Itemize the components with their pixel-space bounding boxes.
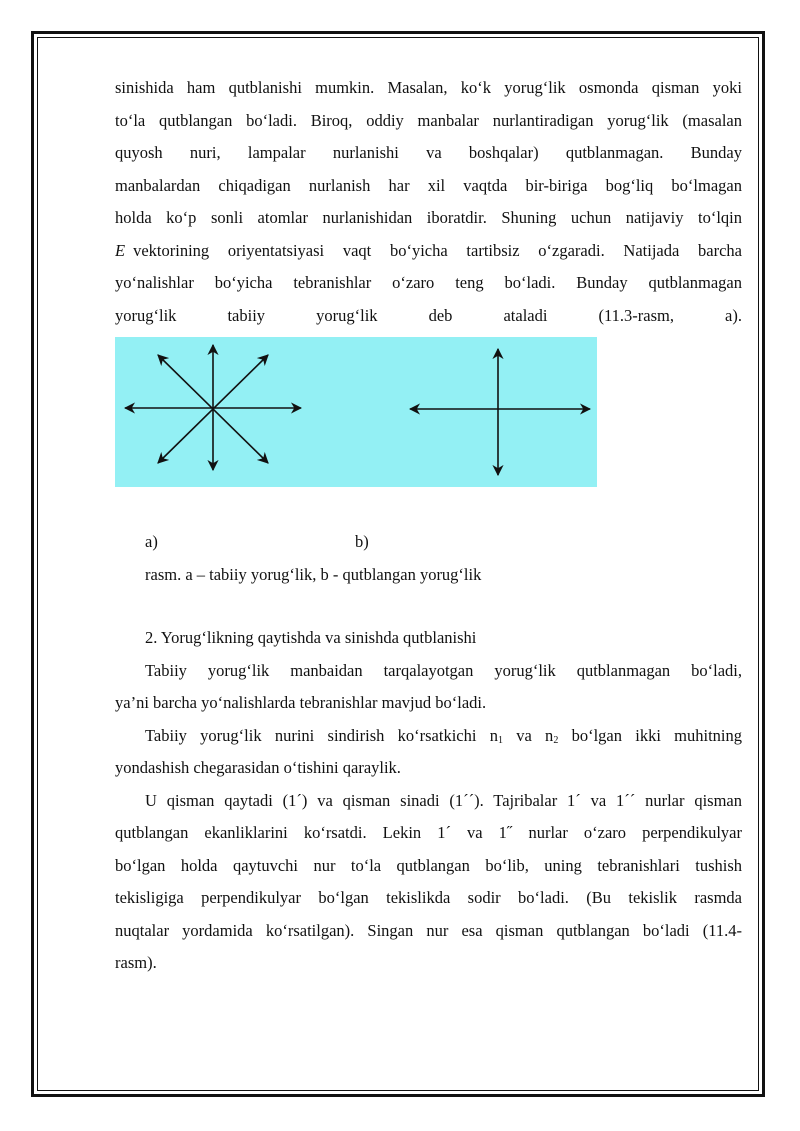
subscript: 1	[497, 734, 503, 746]
text-line: holda ko‘p sonli atomlar nurlanishidan iboratdir. Shuning uchun natijaviy to‘lqin	[115, 208, 742, 227]
text-line: qutblangan ekanliklarini ko‘rsatdi. Lekin 1´ va 1˝ nurlar o‘zaro perpendikulyar	[115, 823, 742, 842]
text-line: rasm).	[115, 953, 157, 972]
text-line-with-subscripts	[115, 720, 742, 753]
section-reflection-refraction	[115, 622, 742, 980]
text-line: quyosh nuri, lampalar nurlanishi va boshqalar) qutblanmagan. Bunday	[115, 143, 742, 162]
figure-background	[115, 337, 597, 487]
text-line: to‘la qutblangan bo‘ladi. Biroq, oddiy manbalar nurlantiradigan yorug‘lik (masalan	[115, 110, 742, 130]
text-fragment: Tabiiy yorug‘lik nurini sindirish ko‘rsatkichi n	[145, 725, 498, 745]
subfigure-labels	[145, 525, 745, 558]
text-line: Tabiiy yorug‘lik manbaidan tarqalayotgan yorug‘lik qutblanmagan bo‘ladi,	[145, 660, 742, 680]
polarization-figure	[115, 337, 597, 487]
text-line: vektorining oriyentatsiyasi vaqt bo‘yicha tartibsiz o‘zgaradi. Natijada barcha	[133, 240, 742, 260]
figure-caption: rasm. a – tabiiy yorug‘lik, b - qutblangan yorug‘lik	[145, 565, 482, 584]
text-line: nuqtalar yordamida ko‘rsatilgan). Singan nur esa qisman qutblangan bo‘ladi (11.4-	[115, 920, 742, 940]
subscript: 2	[553, 734, 559, 746]
text-line-with-vector	[115, 235, 742, 268]
label-b: b)	[355, 532, 369, 551]
label-a: a)	[145, 532, 158, 551]
paragraph-intro	[115, 72, 742, 332]
text-line: yorug‘lik tabiiy yorug‘lik deb ataladi (11.3-rasm, a).	[115, 305, 742, 325]
text-line: sinishida ham qutblanishi mumkin. Masalan, ko‘k yorug‘lik osmonda qisman yoki	[115, 78, 742, 97]
section-heading: 2. Yorug‘likning qaytishda va sinishda qutblanishi	[145, 628, 477, 647]
text-fragment: va n	[502, 725, 554, 745]
text-line: bo‘lgan holda qaytuvchi nur to‘la qutblangan bo‘lib, uning tebranishlari tushish	[115, 855, 742, 875]
figure-caption-area	[145, 525, 745, 591]
text-fragment: bo‘lgan ikki muhitning	[558, 725, 742, 745]
text-line: tekisligiga perpendikulyar bo‘lgan tekislikda sodir bo‘ladi. (Bu tekislik rasmda	[115, 888, 742, 907]
text-line: U qisman qaytadi (1´) va qisman sinadi (1´´). Tajribalar 1´ va 1´´ nurlar qisman	[145, 790, 742, 810]
text-line: yo‘nalishlar bo‘yicha tebranishlar o‘zaro teng bo‘ladi. Bunday qutblanmagan	[115, 273, 742, 292]
text-line: yondashish chegarasidan o‘tishini qaraylik.	[115, 758, 401, 777]
text-line: manbalardan chiqadigan nurlanish har xil vaqtda bir-biriga bog‘liq bo‘lmagan	[115, 175, 742, 195]
text-line: ya’ni barcha yo‘nalishlarda tebranishlar mavjud bo‘ladi.	[115, 693, 487, 712]
vector-e-symbol: E	[115, 240, 126, 260]
